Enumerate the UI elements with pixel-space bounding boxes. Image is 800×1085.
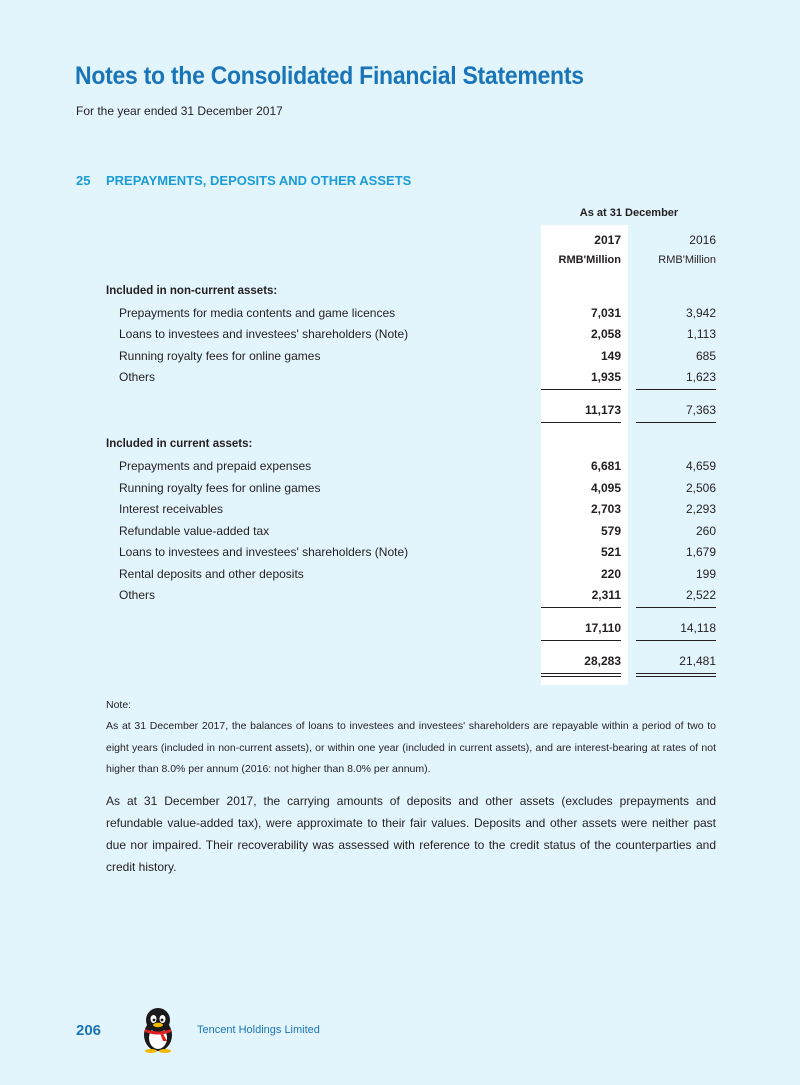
current-subtotal-2016: 14,118 [680, 621, 716, 635]
table-row-label: Prepayments for media contents and game licences [119, 306, 396, 320]
subtotal-rule [541, 607, 621, 608]
table-cell-2017: 4,095 [590, 481, 621, 495]
table-cell-2016: 3,942 [685, 306, 716, 320]
penguin-mascot-icon [140, 1007, 176, 1053]
table-cell-2016: 1,113 [686, 327, 716, 341]
table-row-label: Loans to investees and investees' shareholders (Note) [119, 545, 409, 559]
table-cell-2016: 260 [695, 524, 716, 538]
table-cell-2016: 4,659 [685, 459, 716, 473]
page-subtitle: For the year ended 31 December 2017 [76, 104, 283, 118]
table-cell-2017: 7,031 [590, 306, 621, 320]
table-cell-2017: 220 [600, 567, 621, 581]
column-header-2016: 2016 [689, 233, 716, 247]
current-year-column-highlight [541, 225, 628, 685]
table-cell-2017: 2,311 [591, 588, 621, 602]
table-cell-2016: 2,506 [685, 481, 716, 495]
non-current-assets-heading: Included in non-current assets: [106, 285, 278, 297]
non-current-subtotal-2016: 7,363 [685, 403, 716, 417]
subtotal-underline [541, 422, 621, 423]
page-number: 206 [76, 1022, 102, 1039]
unit-header-2016: RMB'Million [658, 254, 716, 266]
table-cell-2017: 1,935 [590, 370, 621, 384]
table-row-label: Running royalty fees for online games [119, 349, 321, 363]
note-label: Note: [106, 699, 132, 711]
section-title: PREPAYMENTS, DEPOSITS AND OTHER ASSETS [106, 173, 412, 188]
table-row-label: Others [119, 588, 156, 602]
current-subtotal-2017: 17,110 [584, 621, 621, 635]
table-cell-2017: 6,681 [590, 459, 621, 473]
company-name: Tencent Holdings Limited [197, 1024, 320, 1036]
table-cell-2016: 2,522 [685, 588, 716, 602]
table-cell-2017: 149 [600, 349, 621, 363]
total-double-rule [541, 673, 621, 674]
total-double-rule [541, 676, 621, 677]
table-cell-2016: 199 [695, 567, 716, 581]
section-number: 25 [76, 173, 91, 188]
subtotal-underline [636, 640, 716, 641]
grand-total-2016: 21,481 [679, 654, 716, 668]
table-cell-2017: 2,703 [590, 502, 621, 516]
note-text: As at 31 December 2017, the balances of loans to investees and investees' shareholders are repayable within a period of two to eight years (included in non-current assets), or within one year (included in current assets), and are interest-bearing at rates of not higher than 8.0% per annum (2016: not higher than 8.0% per annum). [106, 720, 716, 775]
unit-header-2017: RMB'Million [558, 254, 621, 266]
table-cell-2017: 521 [600, 545, 621, 559]
body-paragraph: As at 31 December 2017, the carrying amounts of deposits and other assets (excludes prepayments and refundable value-added tax), were approximate to their fair values. Deposits and other assets were neither past due nor impaired. Their recoverability was assessed with reference to the credit status of the counterparties and credit history. [106, 794, 716, 874]
table-cell-2017: 579 [600, 524, 621, 538]
table-row-label: Refundable value-added tax [119, 524, 270, 538]
table-cell-2016: 2,293 [685, 502, 716, 516]
subtotal-rule [636, 389, 716, 390]
subtotal-rule [636, 607, 716, 608]
total-double-rule [636, 676, 716, 677]
table-cell-2017: 2,058 [590, 327, 621, 341]
current-assets-heading: Included in current assets: [106, 438, 253, 450]
subtotal-rule [541, 389, 621, 390]
total-double-rule [636, 673, 716, 674]
grand-total-2017: 28,283 [584, 654, 621, 668]
table-row-label: Others [119, 370, 156, 384]
page-title: Notes to the Consolidated Financial Statements [75, 62, 584, 90]
table-row-label: Rental deposits and other deposits [119, 567, 304, 581]
subtotal-underline [541, 640, 621, 641]
subtotal-underline [636, 422, 716, 423]
table-row-label: Loans to investees and investees' shareholders (Note) [119, 327, 409, 341]
column-header-2017: 2017 [594, 233, 621, 247]
table-row-label: Prepayments and prepaid expenses [119, 459, 312, 473]
table-cell-2016: 1,679 [685, 545, 716, 559]
non-current-subtotal-2017: 11,173 [584, 403, 621, 417]
table-row-label: Running royalty fees for online games [119, 481, 321, 495]
table-cell-2016: 685 [695, 349, 716, 363]
table-cell-2016: 1,623 [685, 370, 716, 384]
period-header: As at 31 December [579, 207, 679, 219]
table-row-label: Interest receivables [119, 502, 224, 516]
